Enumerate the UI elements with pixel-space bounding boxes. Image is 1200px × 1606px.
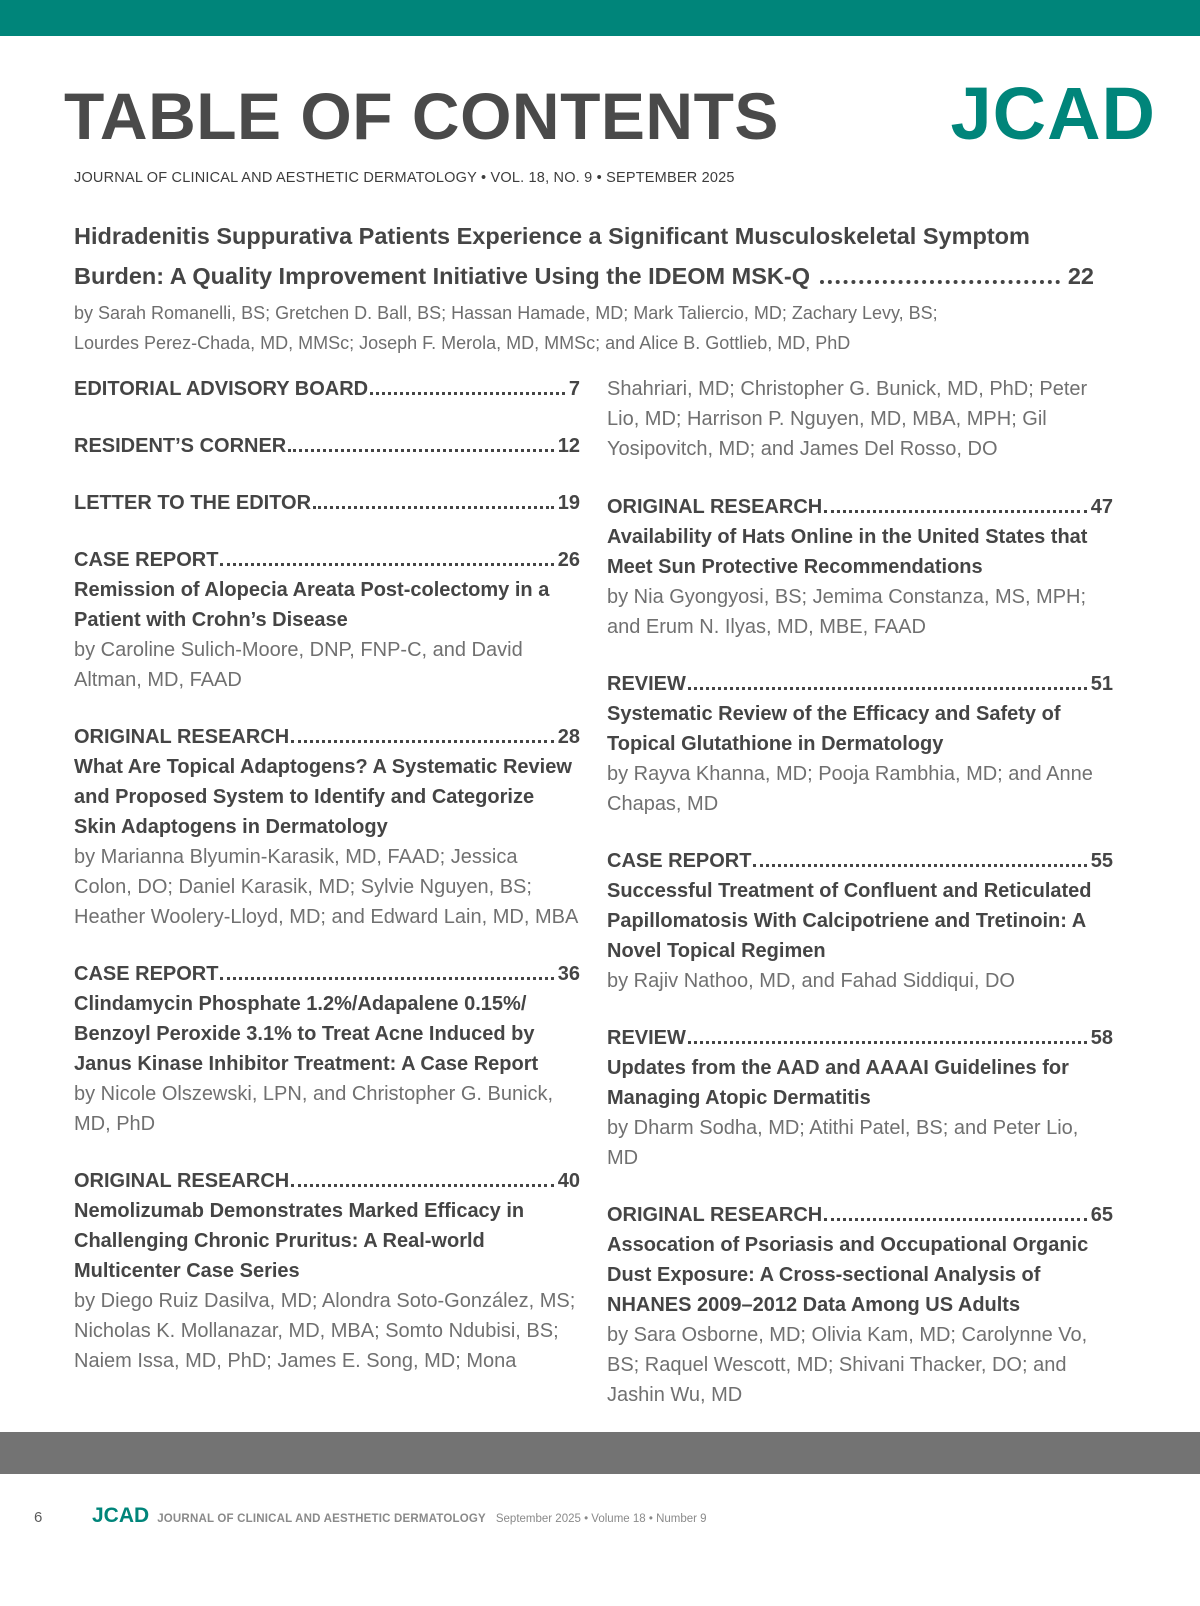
article-title: What Are Topical Adaptogens? A Systematic Review and Proposed System to Identify and Categorize Skin Adaptogens in Dermatology — [74, 756, 572, 838]
page-number: 26 — [557, 549, 580, 571]
page-title: TABLE OF CONTENTS — [64, 79, 779, 153]
section-heading-line — [607, 1023, 1113, 1053]
article-authors: by Nicole Olszewski, LPN, and Christopher G. Bunick, MD, PhD — [74, 1083, 554, 1135]
feature-title-line-1: Hidradenitis Suppurativa Patients Experience a Significant Musculoskeletal Symptom — [74, 223, 1030, 249]
article-title: Updates from the AAD and AAAAI Guidelines for Managing Atopic Dermatitis — [607, 1057, 1069, 1109]
dot-leader — [824, 1218, 1087, 1221]
page-footer — [34, 1504, 707, 1528]
section-label: ORIGINAL RESEARCH — [607, 496, 823, 518]
feature-page-number: 22 — [1067, 263, 1094, 289]
jcad-logo: JCAD — [950, 72, 1156, 155]
article-authors: by Rajiv Nathoo, MD, and Fahad Siddiqui, DO — [607, 970, 1015, 992]
page-number: 28 — [557, 726, 580, 748]
toc-entry[interactable] — [74, 488, 580, 518]
article-title: Clindamycin Phosphate 1.2%/Adapalene 0.15%/ Benzoyl Peroxide 3.1% to Treat Acne Induced by Janus Kinase Inhibitor Treatment: A Case Report — [74, 993, 539, 1075]
section-label: ORIGINAL RESEARCH — [74, 726, 290, 748]
dot-leader — [220, 977, 553, 980]
article-title: Remission of Alopecia Areata Post-colectomy in a Patient with Crohn’s Disease — [74, 579, 550, 631]
page-number: 40 — [557, 1170, 580, 1192]
section-heading-line — [607, 492, 1113, 522]
feature-authors-line-2: Lourdes Perez-Chada, MD, MMSc; Joseph F. Merola, MD, MMSc; and Alice B. Gottlieb, MD, PhD — [74, 333, 851, 353]
page-number: 7 — [568, 378, 580, 400]
dot-leader — [288, 449, 554, 452]
feature-authors-line-1: by Sarah Romanelli, BS; Gretchen D. Ball, BS; Hassan Hamade, MD; Mark Taliercio, MD; Zachary Levy, BS; — [74, 303, 938, 323]
dot-leader — [291, 1184, 554, 1187]
toc-entry[interactable] — [74, 722, 580, 932]
section-heading-line — [607, 846, 1113, 876]
article-authors: by Sara Osborne, MD; Olivia Kam, MD; Carolynne Vo, BS; Raquel Wescott, MD; Shivani Thacker, DO; and Jashin Wu, MD — [607, 1324, 1088, 1406]
section-label: CASE REPORT — [74, 963, 219, 985]
top-accent-bar — [0, 0, 1200, 36]
article-authors: by Diego Ruiz Dasilva, MD; Alondra Soto-González, MS; Nicholas K. Mollanazar, MD, MBA; Somto Ndubisi, BS; Naiem Issa, MD, PhD; James E. Song, MD; Mona — [74, 1290, 576, 1372]
toc-entry[interactable] — [74, 1166, 580, 1376]
dot-leader — [220, 563, 553, 566]
section-label: REVIEW — [607, 673, 686, 695]
page-number: 58 — [1090, 1027, 1113, 1049]
section-heading-line — [74, 545, 580, 575]
section-label: REVIEW — [607, 1027, 686, 1049]
feature-authors — [74, 298, 1094, 358]
dot-leader — [824, 510, 1087, 513]
article-title: Nemolizumab Demonstrates Marked Efficacy in Challenging Chronic Pruritus: A Real-world Multicenter Case Series — [74, 1200, 525, 1282]
article-authors: by Caroline Sulich-Moore, DNP, FNP-C, and David Altman, MD, FAAD — [74, 639, 523, 691]
toc-entry[interactable] — [607, 1023, 1113, 1173]
journal-issue-line: JOURNAL OF CLINICAL AND AESTHETIC DERMATOLOGY • VOL. 18, NO. 9 • SEPTEMBER 2025 — [74, 170, 735, 186]
toc-entry[interactable] — [74, 431, 580, 461]
footer-page-number: 6 — [34, 1509, 43, 1526]
page-number: 65 — [1090, 1204, 1113, 1226]
dot-leader — [688, 1041, 1087, 1044]
section-heading-line — [607, 669, 1113, 699]
page-number: 47 — [1090, 496, 1113, 518]
toc-entry[interactable] — [607, 1200, 1113, 1410]
section-heading-line — [74, 374, 580, 404]
toc-entry[interactable] — [74, 959, 580, 1139]
article-authors: by Rayva Khanna, MD; Pooja Rambhia, MD; and Anne Chapas, MD — [607, 763, 1093, 815]
section-heading-line — [74, 431, 580, 461]
toc-entry[interactable] — [607, 669, 1113, 819]
section-label: ORIGINAL RESEARCH — [74, 1170, 290, 1192]
section-label: ORIGINAL RESEARCH — [607, 1204, 823, 1226]
section-label: EDITORIAL ADVISORY BOARD — [74, 378, 369, 400]
section-heading-line — [74, 1166, 580, 1196]
dot-leader — [313, 506, 554, 509]
page-number: 55 — [1090, 850, 1113, 872]
article-title: Systematic Review of the Efficacy and Safety of Topical Glutathione in Dermatology — [607, 703, 1061, 755]
section-heading-line — [74, 722, 580, 752]
section-label: CASE REPORT — [74, 549, 219, 571]
dot-leader — [753, 864, 1086, 867]
section-label: RESIDENT’S CORNER — [74, 435, 287, 457]
article-authors: by Marianna Blyumin-Karasik, MD, FAAD; Jessica Colon, DO; Daniel Karasik, MD; Sylvie Nguyen, BS; Heather Woolery-Lloyd, MD; and Edward Lain, MD, MBA — [74, 846, 579, 928]
feature-article-title — [74, 216, 1094, 296]
section-label: LETTER TO THE EDITOR — [74, 492, 312, 514]
article-title: Successful Treatment of Confluent and Reticulated Papillomatosis With Calcipotriene and Tretinoin: A Novel Topical Regimen — [607, 880, 1092, 962]
footer-band — [0, 1432, 1200, 1474]
dot-leader — [291, 740, 554, 743]
toc-entry[interactable] — [74, 374, 580, 404]
toc-entry[interactable] — [607, 846, 1113, 996]
section-label: CASE REPORT — [607, 850, 752, 872]
feature-title-line-2: Burden: A Quality Improvement Initiative Using the IDEOM MSK-Q — [74, 263, 810, 289]
toc-left-column — [74, 374, 580, 1403]
page-number: 51 — [1090, 673, 1113, 695]
article-title: Assocation of Psoriasis and Occupational Organic Dust Exposure: A Cross-sectional Analysis of NHANES 2009–2012 Data Among US Adults — [607, 1234, 1089, 1316]
footer-journal-name: JOURNAL OF CLINICAL AND AESTHETIC DERMATOLOGY — [157, 1513, 486, 1525]
section-heading-line — [607, 1200, 1113, 1230]
page-number: 12 — [557, 435, 580, 457]
article-title: Availability of Hats Online in the United States that Meet Sun Protective Recommendations — [607, 526, 1088, 578]
page-number: 19 — [557, 492, 580, 514]
continued-authors: Shahriari, MD; Christopher G. Bunick, MD, PhD; Peter Lio, MD; Harrison P. Nguyen, MD, MBA, MPH; Gil Yosipovitch, MD; and James Del Rosso, DO — [607, 378, 1088, 460]
toc-entry[interactable] — [607, 492, 1113, 642]
article-authors: by Nia Gyongyosi, BS; Jemima Constanza, MS, MPH; and Erum N. Ilyas, MD, MBE, FAAD — [607, 586, 1087, 638]
dot-leader — [370, 392, 565, 395]
toc-entry[interactable] — [74, 545, 580, 695]
footer-issue-info: September 2025 • Volume 18 • Number 9 — [495, 1513, 707, 1525]
page-number: 36 — [557, 963, 580, 985]
section-heading-line — [74, 959, 580, 989]
dot-leader — [820, 280, 1060, 284]
dot-leader — [688, 687, 1087, 690]
footer-logo: JCAD — [92, 1504, 150, 1527]
section-heading-line — [74, 488, 580, 518]
article-authors: by Dharm Sodha, MD; Atithi Patel, BS; and Peter Lio, MD — [607, 1117, 1079, 1169]
feature-article[interactable] — [74, 216, 1094, 358]
toc-right-column — [607, 374, 1113, 1437]
